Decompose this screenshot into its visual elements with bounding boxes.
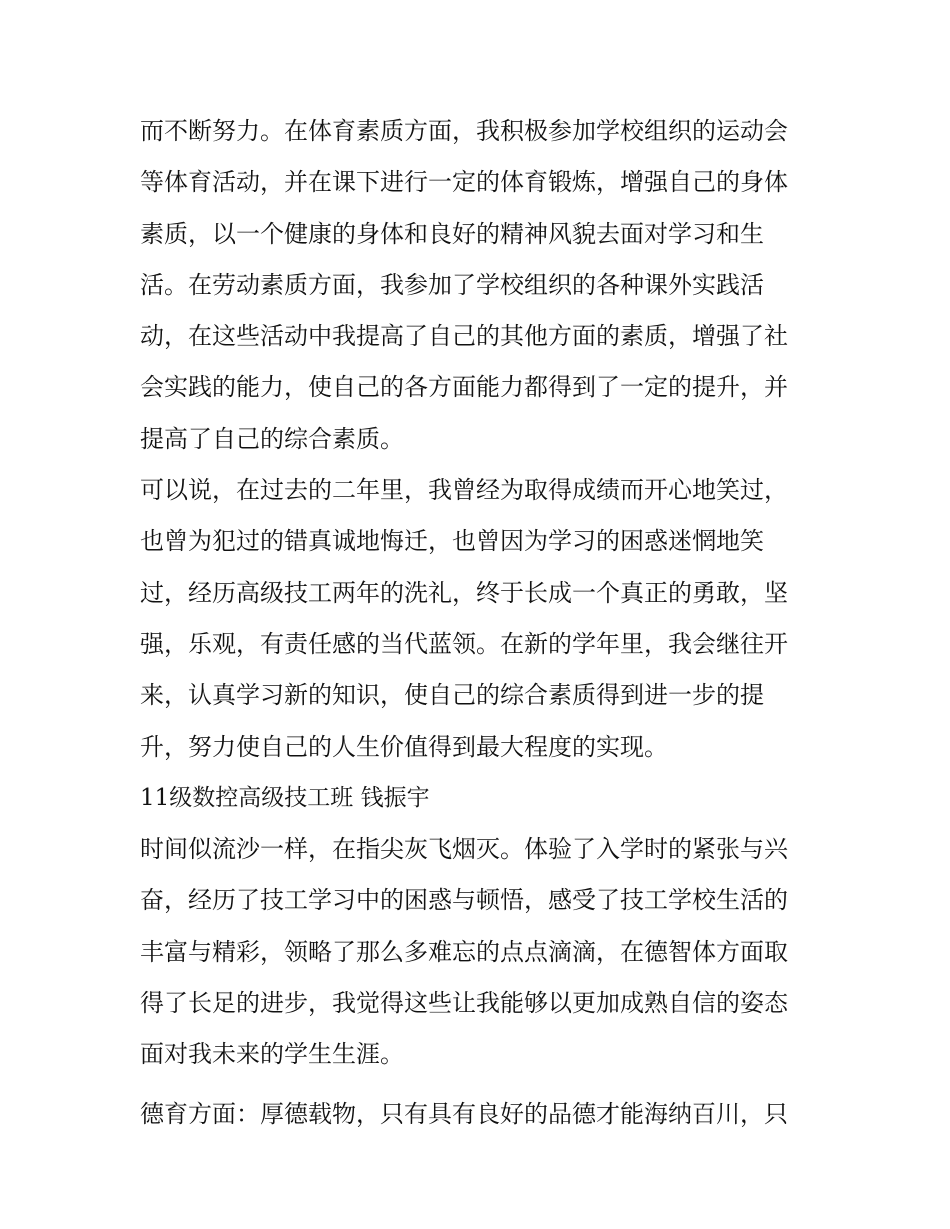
text-line: 面对我未来的学生生涯。 bbox=[140, 1040, 404, 1069]
text-line: 活。在劳动素质方面，我参加了学校组织的各种课外实践活 bbox=[140, 270, 764, 299]
text-line: 而不断努力。在体育素质方面，我积极参加学校组织的运动会 bbox=[140, 117, 788, 145]
text-line: 丰富与精彩，领略了那么多难忘的点点滴滴，在德智体方面取 bbox=[140, 937, 788, 966]
text-line: 时间似流沙一样，在指尖灰飞烟灭。体验了入学时的紧张与兴 bbox=[140, 835, 788, 864]
text-line: 也曾为犯过的错真诚地悔迁，也曾因为学习的困惑迷惘地笑 bbox=[140, 527, 764, 556]
body-text bbox=[140, 106, 820, 1140]
text-line: 得了长足的进步，我觉得这些让我能够以更加成熟自信的姿态 bbox=[140, 989, 788, 1018]
text-line: 来，认真学习新的知识，使自己的综合素质得到进一步的提 bbox=[140, 681, 764, 710]
text-line: 奋，经历了技工学习中的困惑与顿悟，感受了技工学校生活的 bbox=[140, 886, 788, 915]
text-line: 素质，以一个健康的身体和良好的精神风貌去面对学习和生 bbox=[140, 219, 764, 248]
text-line: 可以说，在过去的二年里，我曾经为取得成绩而开心地笑过， bbox=[140, 476, 788, 505]
author-byline: 11级数控高级技工班 钱振宇 bbox=[140, 784, 430, 811]
text-line: 强，乐观，有责任感的当代蓝领。在新的学年里，我会继往开 bbox=[140, 629, 788, 658]
text-line: 会实践的能力，使自己的各方面能力都得到了一定的提升，并 bbox=[140, 373, 788, 402]
text-line: 等体育活动，并在课下进行一定的体育锻炼，增强自己的身体 bbox=[140, 168, 788, 197]
text-line: 德育方面：厚德载物，只有具有良好的品德才能海纳百川，只 bbox=[140, 1099, 788, 1128]
text-line: 提高了自己的综合素质。 bbox=[140, 424, 404, 453]
text-line: 过，经历高级技工两年的洗礼，终于长成一个真正的勇敢，坚 bbox=[140, 578, 788, 607]
text-line: 升，努力使自己的人生价值得到最大程度的实现。 bbox=[140, 732, 668, 761]
text-line: 动，在这些活动中我提高了自己的其他方面的素质，增强了社 bbox=[140, 322, 788, 351]
